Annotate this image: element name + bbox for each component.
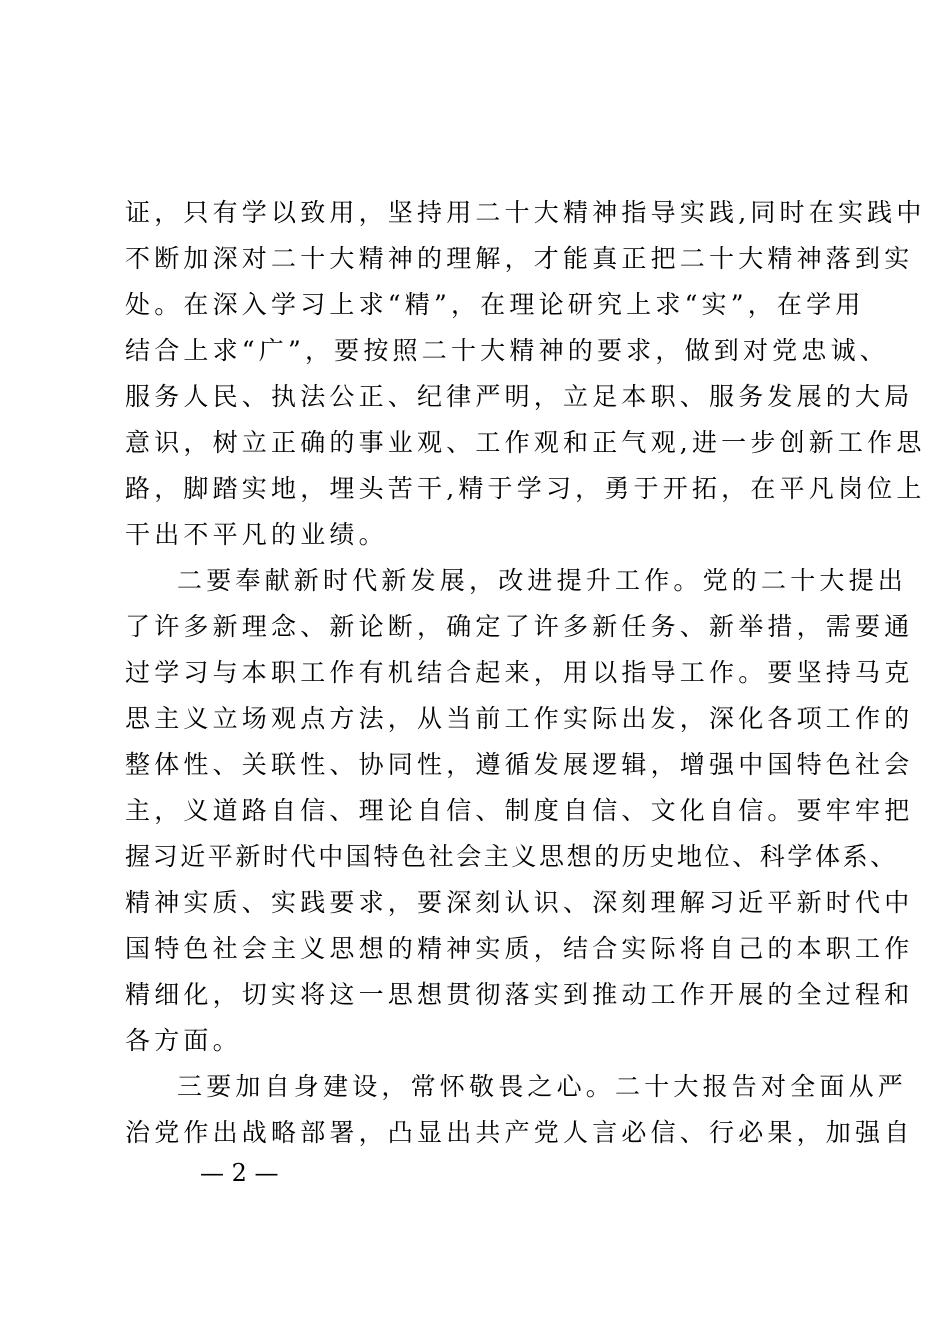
text-line: 国特色社会主义思想的精神实质，结合实际将自己的本职工作 <box>125 934 914 963</box>
text-line: 了许多新理念、新论断，确定了许多新任务、新举措，需要通 <box>125 612 914 641</box>
text-line: 服务人民、执法公正、纪律严明，立足本职、服务发展的大局 <box>125 382 914 411</box>
paragraph-start-line: 三要加自身建设，常怀敬畏之心。二十大报告对全面从严 <box>177 1072 908 1101</box>
text-line: 不断加深对二十大精神的理解，才能真正把二十大精神落到实 <box>125 244 914 273</box>
text-line: 干出不平凡的业绩。 <box>125 520 388 549</box>
text-line: 主，义道路自信、理论自信、制度自信、文化自信。要牢牢把 <box>125 796 914 825</box>
text-line: 治党作出战略部署，凸显出共产党人言必信、行必果，加强自 <box>125 1118 914 1147</box>
text-line: 精细化，切实将这一思想贯彻落实到推动工作开展的全过程和 <box>125 980 914 1009</box>
body-text <box>125 190 926 1156</box>
paragraph-start-line: 二要奉献新时代新发展，改进提升工作。党的二十大提出 <box>177 566 908 595</box>
text-line: 意识，树立正确的事业观、工作观和正气观,进一步创新工作思 <box>125 428 926 457</box>
text-line: 思主义立场观点方法，从当前工作实际出发，深化各项工作的 <box>125 704 914 733</box>
text-line: 各方面。 <box>125 1026 242 1055</box>
text-line: 路，脚踏实地，埋头苦干,精于学习，勇于开拓，在平凡岗位上 <box>125 474 926 503</box>
text-line: 证，只有学以致用，坚持用二十大精神指导实践,同时在实践中 <box>125 198 926 227</box>
text-line: 握习近平新时代中国特色社会主义思想的历史地位、科学体系、 <box>125 842 898 871</box>
text-line: 过学习与本职工作有机结合起来，用以指导工作。要坚持马克 <box>125 658 914 687</box>
page-number: — 2 — <box>200 1159 279 1187</box>
text-line: 处。在深入学习上求“精”，在理论研究上求“实”，在学用 <box>125 290 865 319</box>
text-line: 整体性、关联性、协同性，遵循发展逻辑，增强中国特色社会 <box>125 750 914 779</box>
text-line: 结合上求“广”，要按照二十大精神的要求，做到对党忠诚、 <box>125 336 889 365</box>
text-line: 精神实质、实践要求，要深刻认识、深刻理解习近平新时代中 <box>125 888 914 917</box>
